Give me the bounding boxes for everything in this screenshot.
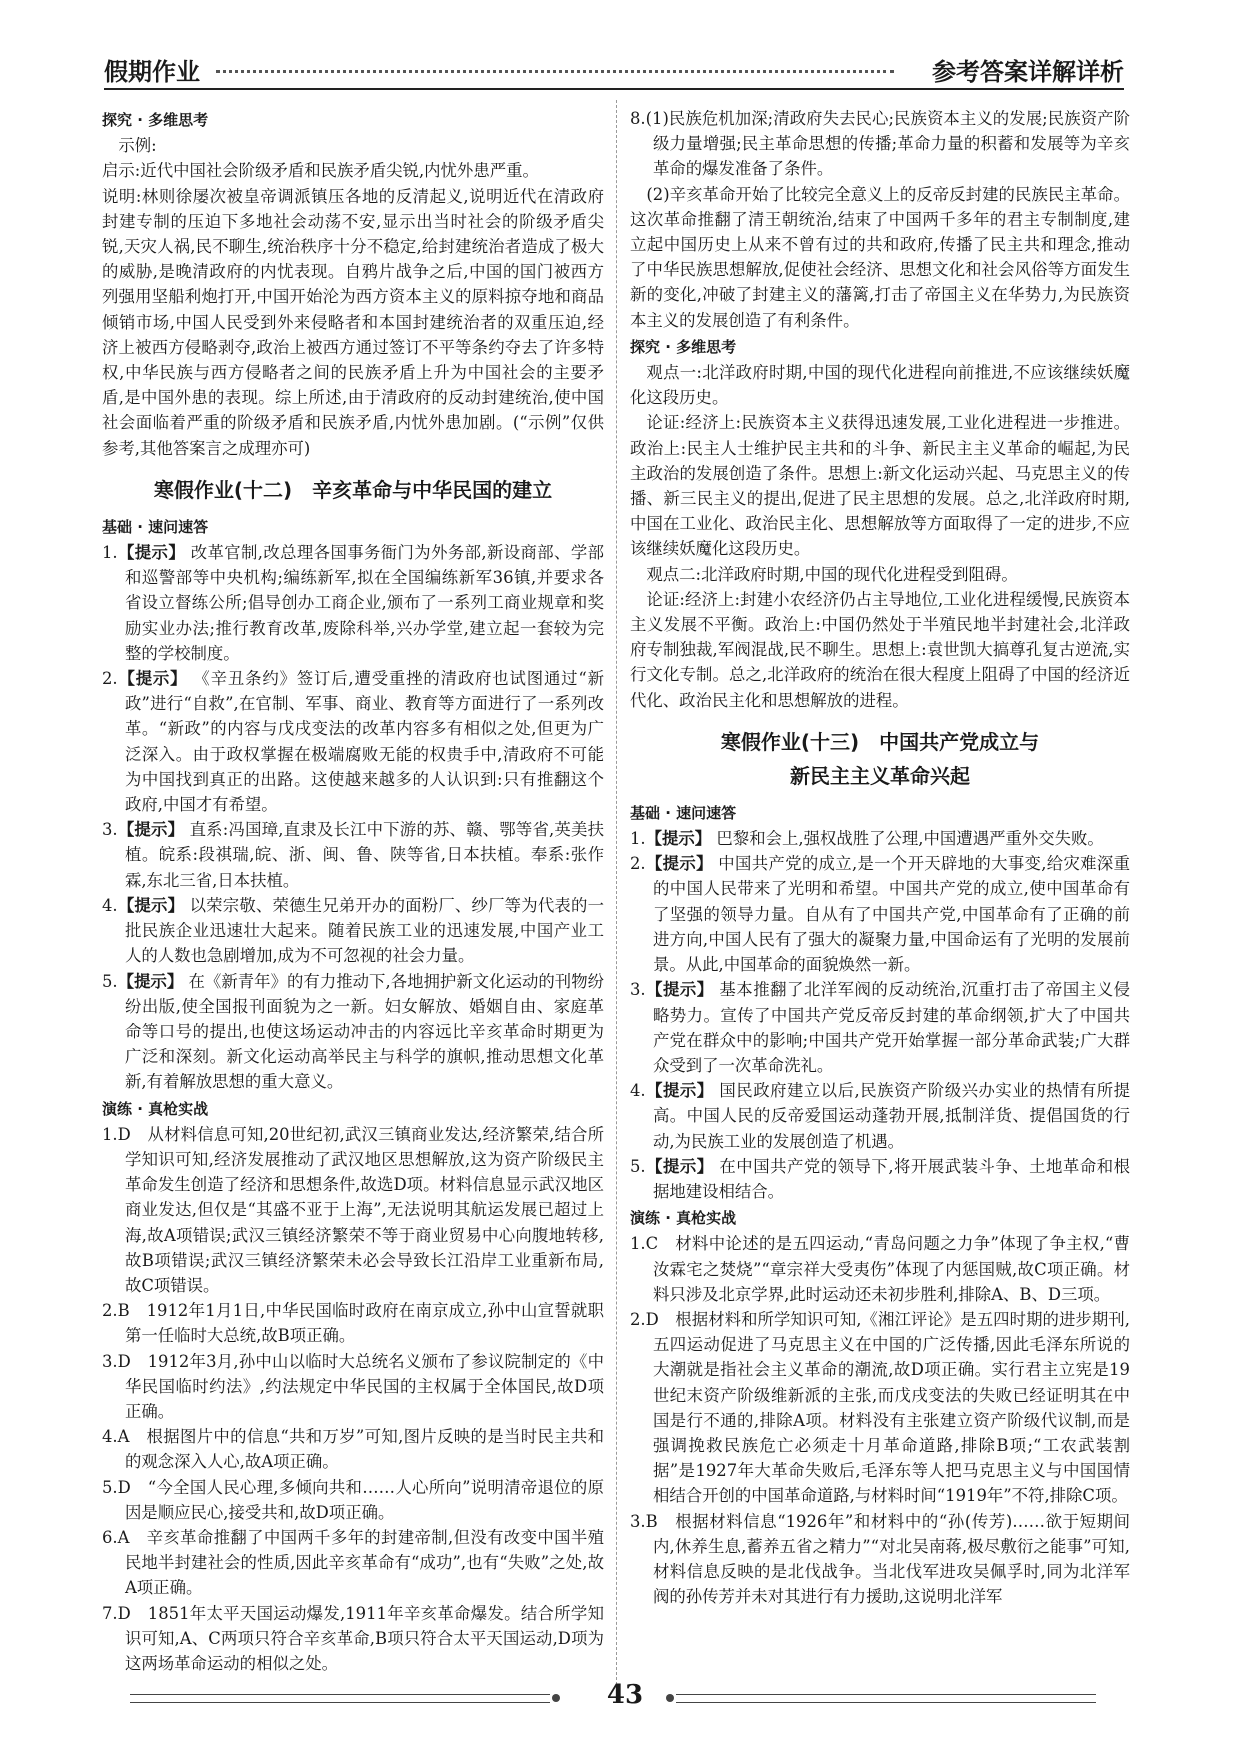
example-label: 示例:: [118, 136, 157, 156]
answer-8-part1: 8.(1)民族危机加深;清政府失去民心;民族资本主义的发展;民族资产阶级力量增强;民主革命思想的传播;革命力量的积蓄和发展等为辛亥革命的爆发准备了条件。: [630, 109, 1130, 179]
section-subtitle: 探究 · 多维思考: [630, 337, 737, 356]
left-practice-list: [102, 1122, 604, 1676]
item-number: 3.: [102, 1351, 118, 1371]
answer-item: [102, 1525, 604, 1601]
hint-tag: 【提示】: [117, 971, 184, 991]
item-content: 巴黎和会上,强权战胜了公理,中国遭遇严重外交失败。: [711, 829, 1104, 849]
section-title-13-line2: 新民主主义革命兴起: [790, 763, 970, 788]
item-number: 4.: [102, 895, 118, 915]
left-column: [102, 106, 604, 1676]
hint-tag: 【提示】: [645, 1156, 714, 1176]
answer-item: [102, 1349, 604, 1425]
header-right-title: 参考答案详解详析: [932, 58, 1124, 86]
item-number: 2.: [630, 1309, 646, 1329]
item-number: 6.: [102, 1527, 118, 1547]
item-number: 1.: [630, 829, 646, 849]
header-left-title: 假期作业: [104, 58, 200, 86]
item-content: B 1912年1月1日,中华民国临时政府在南京成立,孙中山宣誓就职第一任临时大总统,故B项正确。: [117, 1301, 604, 1346]
qishi-text: 启示:近代中国社会阶级矛盾和民族矛盾尖锐,内忧外患严重。: [102, 161, 539, 181]
answer-item: [630, 977, 1130, 1078]
answer-item: [102, 1475, 604, 1525]
answer-item: [102, 1298, 604, 1348]
page-number: 43: [606, 1680, 644, 1710]
hint-tag: 【提示】: [117, 669, 188, 689]
item-content: 国民政府建立以后,民族资产阶级兴办实业的热情有所提高。中国人民的反帝爱国运动蓬勃开展,抵制洋货、提倡国货的行动,为民族工业的发展创造了机遇。: [652, 1081, 1130, 1151]
item-number: 3.: [102, 820, 118, 840]
argument-2: 论证:经济上:封建小农经济仍占主导地位,工业化进程缓慢,民族资本主义发展不平衡。政治上:中国仍然处于半殖民地半封建社会,北洋政府专制独裁,军阀混战,民不聊生。思想上:袁世凯大搞尊孔复古逆流,实行文化专制。总之,北洋政府的统治在很大程度上阻碍了中国的经济近代化、政治民主化和思想解放的进程。: [630, 589, 1130, 710]
left-basic-list: [102, 540, 604, 1094]
answer-item: [630, 1078, 1130, 1154]
item-number: 7.: [102, 1603, 118, 1623]
answer-item: [102, 1601, 604, 1677]
right-column: [630, 106, 1130, 1609]
item-number: 5.: [102, 1477, 118, 1497]
answer-item: [102, 540, 604, 666]
item-content: 改革官制,改总理各国事务衙门为外务部,新设商部、学部和巡警部等中央机构;编练新军,拟在全国编练新军36镇,并要求各省设立督练公所;倡导创办工商企业,颁布了一系列工商业规章和奖励实业办法;推行教育改革,废除科举,兴办学堂,建立起一套较为完整的学校制度。: [124, 543, 604, 663]
right-basic-list: [630, 826, 1130, 1204]
item-content: 中国共产党的成立,是一个开天辟地的大事变,给灾难深重的中国人民带来了光明和希望。中国共产党的成立,使中国革命有了坚强的领导力量。自从有了中国共产党,中国革命有了正确的前进方向,中国人民有了强大的凝聚力量,中国命运有了光明的发展前景。从此,中国革命的面貌焕然一新。: [652, 854, 1130, 975]
answer-item: [630, 826, 1130, 851]
footer-rule: [676, 1702, 1096, 1703]
hint-tag: 【提示】: [645, 854, 713, 874]
item-number: 4.: [630, 1081, 646, 1101]
item-content: D “今全国人民心理,多倾向共和……人心所向”说明清帝退位的原因是顺应民心,接受共和,故D项正确。: [117, 1477, 604, 1522]
shuoming-text: 说明:林则徐屡次被皇帝调派镇压各地的反清起义,说明近代在清政府封建专制的压迫下多地社会动荡不安,显示出当时社会的阶级矛盾尖锐,天灾人祸,民不聊生,统治秩序十分不稳定,给封建统治者造成了极大的威胁,是晚清政府的内忧表现。自鸦片战争之后,中国的国门被西方列强用坚船利炮打开,中国开始沦为西方资本主义的原料掠夺地和商品倾销市场,中国人民受到外来侵略者和本国封建统治者的双重压迫,经济上被西方侵略剥夺,政治上被西方通过签订不平等条约夺去了许多特权,中华民族与西方侵略者之间的民族矛盾上升为中国社会的主要矛盾,是中国外患的表现。综上所述,由于清政府的反动封建统治,使中国社会面临着严重的阶级矛盾和民族矛盾,内忧外患加剧。(“示例”仅供参考,其他答案言之成理亦可): [102, 186, 604, 458]
section-subtitle: 基础 · 速问速答: [102, 517, 209, 536]
item-content: 《辛丑条约》签订后,遭受重挫的清政府也试图通过“新政”进行“自救”,在官制、军事、商业、教育等方面进行了一系列改革。“新政”的内容与戊戌变法的改革内容多有相似之处,但更为广泛深入。由于政权掌握在极端腐败无能的权贵手中,清政府不可能为中国找到真正的出路。这使越来越多的人认识到:只有推翻这个政府,中国才有希望。: [124, 669, 604, 815]
item-number: 1.: [102, 1124, 118, 1144]
answer-item: [630, 851, 1130, 977]
item-number: 3.: [630, 1511, 646, 1531]
answer-8-part2: (2)辛亥革命开始了比较完全意义上的反帝反封建的民族民主革命。这次革命推翻了清王朝统治,结束了中国两千多年的君主专制制度,建立起中国历史上从来不曾有过的共和政府,传播了民主共和理念,推动了中华民族思想解放,促使社会经济、思想文化和社会风俗等方面发生新的变化,冲破了封建主义的藩篱,打击了帝国主义在华势力,为民族资本主义的发展创造了有利条件。: [630, 184, 1130, 330]
section-subtitle: 演练 · 真枪实战: [102, 1099, 209, 1118]
answer-item: [102, 666, 604, 817]
section-title-13-line1: 寒假作业(十三) 中国共产党成立与: [720, 729, 1040, 754]
answer-item: [102, 817, 604, 893]
item-content: D 根据材料和所学知识可知,《湘江评论》是五四时期的进步期刊,五四运动促进了马克思主义在中国的广泛传播,因此毛泽东所说的大潮就是指社会主义革命的潮流,故D项正确。实行君主立宪是19世纪末资产阶级维新派的主张,而戊戌变法的失败已经证明其在中国是行不通的,排除A项。材料没有主张建立资产阶级代议制,而是强调挽救民族危亡必须走十月革命道路,排除B项;“工农武装割据”是1927年大革命失败后,毛泽东等人把马克思主义与中国国情相结合开创的中国革命道路,与材料时间“1919年”不符,排除C项。: [645, 1309, 1130, 1506]
item-content: A 根据图片中的信息“共和万岁”可知,图片反映的是当时民主共和的观念深入人心,故A项正确。: [117, 1427, 604, 1472]
footer-dot: [666, 1694, 674, 1702]
argument-1: 论证:经济上:民族资本主义获得迅速发展,工业化进程进一步推进。政治上:民主人士维护民主共和的斗争、新民主主义革命的崛起,为民主政治的发展创造了条件。思想上:新文化运动兴起、马克思主义的传播、新三民主义的提出,促进了民主思想的发展。总之,北洋政府时期,中国在工业化、政治民主化、思想解放等方面取得了一定的进步,不应该继续妖魔化这段历史。: [630, 413, 1130, 559]
answer-item: [102, 1122, 604, 1298]
right-practice-list: [630, 1231, 1130, 1609]
section-title-12: 寒假作业(十二) 辛亥革命与中华民国的建立: [153, 477, 553, 502]
item-number: 1.: [630, 1234, 646, 1254]
answer-item: [102, 1424, 604, 1474]
item-number: 5.: [102, 971, 118, 991]
page-footer: [0, 1680, 1250, 1720]
item-content: A 辛亥革命推翻了中国两千多年的封建帝制,但没有改变中国半殖民地半封建社会的性质,因此辛亥革命有“成功”,也有“失败”之处,故A项正确。: [117, 1527, 604, 1598]
hint-tag: 【提示】: [645, 1081, 714, 1101]
item-content: D 1851年太平天国运动爆发,1911年辛亥革命爆发。结合所学知识可知,A、C两项只符合辛亥革命,B项只符合太平天国运动,D项为这两场革命运动的相似之处。: [117, 1603, 604, 1673]
answer-item: [630, 1509, 1130, 1610]
column-divider: [616, 100, 617, 1690]
item-content: 直系:冯国璋,直隶及长江中下游的苏、赣、鄂等省,英美扶植。皖系:段祺瑞,皖、浙、闽、鲁、陕等省,日本扶植。奉系:张作霖,东北三省,日本扶植。: [124, 820, 605, 890]
answer-item: [102, 893, 604, 969]
item-content: C 材料中论述的是五四运动,“青岛问题之力争”体现了争主权,“曹汝霖宅之焚烧”“章宗祥大受夷伤”体现了内惩国贼,故C项正确。材料只涉及北京学界,此时运动还未初步胜利,排除A、B、D三项。: [645, 1234, 1130, 1304]
section-subtitle: 探究 · 多维思考: [102, 111, 209, 129]
header-dotted-rule: [216, 70, 894, 73]
answer-item: [630, 1231, 1130, 1307]
hint-tag: 【提示】: [117, 543, 186, 563]
viewpoint-1: 观点一:北洋政府时期,中国的现代化进程向前推进,不应该继续妖魔化这段历史。: [630, 363, 1130, 408]
item-content: 在《新青年》的有力推动下,各地拥护新文化运动的刊物纷纷出版,使全国报刊面貌为之一新。妇女解放、婚姻自由、家庭革命等口号的提出,也使这场运动冲击的内容远比辛亥革命时期更为广泛和深刻。新文化运动高举民主与科学的旗帜,推动思想文化革新,有着解放思想的重大意义。: [124, 971, 605, 1092]
section-subtitle: 基础 · 速问速答: [630, 803, 737, 822]
item-content: 以荣宗敬、荣德生兄弟开办的面粉厂、纱厂等为代表的一批民族企业迅速壮大起来。随着民族工业的迅速发展,中国产业工人的人数也急剧增加,成为不可忽视的社会力量。: [124, 895, 604, 966]
hint-tag: 【提示】: [645, 829, 712, 849]
item-content: D 从材料信息可知,20世纪初,武汉三镇商业发达,经济繁荣,结合所学知识可知,经济发展推动了武汉地区思想解放,这为资产阶级民主革命发生创造了经济和思想条件,故选D项。材料信息显示武汉地区商业发达,但仅是“其盛不亚于上海”,无法说明其航运发展已超过上海,故A项错误;武汉三镇经济繁荣不等于商业贸易中心向腹地转移,故B项错误;武汉三镇经济繁荣未必会导致长江沿岸工业重新布局,故C项错误。: [117, 1124, 604, 1295]
answer-item: [630, 1307, 1130, 1509]
hint-tag: 【提示】: [645, 980, 714, 1000]
item-number: 4.: [102, 1427, 118, 1447]
item-content: B 根据材料信息“1926年”和材料中的“孙(传芳)……欲于短期间内,休养生息,蓄养五省之精力”“对北吴南蒋,极尽敷衍之能事”可知,材料信息反映的是北伐战争。当北伐军进攻吴佩孚时,同为北洋军阀的孙传芳并未对其进行有力援助,这说明北洋军: [645, 1511, 1130, 1607]
hint-tag: 【提示】: [117, 895, 185, 915]
item-number: 2.: [102, 1301, 118, 1321]
answer-item: [102, 969, 604, 1095]
viewpoint-2: 观点二:北洋政府时期,中国的现代化进程受到阻碍。: [646, 564, 1018, 584]
item-number: 3.: [630, 980, 646, 1000]
item-number: 5.: [630, 1156, 646, 1176]
item-content: 基本推翻了北洋军阀的反动统治,沉重打击了帝国主义侵略势力。宣传了中国共产党反帝反封建的革命纲领,扩大了中国共产党在群众中的影响;中国共产党开始掌握一部分革命武装;广大群众受到了一次革命洗礼。: [652, 980, 1130, 1075]
footer-rule: [676, 1694, 1096, 1695]
item-number: 2.: [630, 854, 646, 874]
section-subtitle: 演练 · 真枪实战: [630, 1209, 737, 1228]
answer-item: [630, 1154, 1130, 1204]
hint-tag: 【提示】: [117, 820, 185, 840]
header-rule: [104, 88, 1124, 90]
page-header: [104, 48, 1124, 88]
item-content: D 1912年3月,孙中山以临时大总统名义颁布了参议院制定的《中华民国临时约法》,约法规定中华民国的主权属于全体国民,故D项正确。: [117, 1351, 604, 1421]
item-number: 2.: [102, 669, 118, 689]
item-number: 1.: [102, 543, 118, 563]
item-content: 在中国共产党的领导下,将开展武装斗争、土地革命和根据地建设相结合。: [652, 1156, 1130, 1201]
